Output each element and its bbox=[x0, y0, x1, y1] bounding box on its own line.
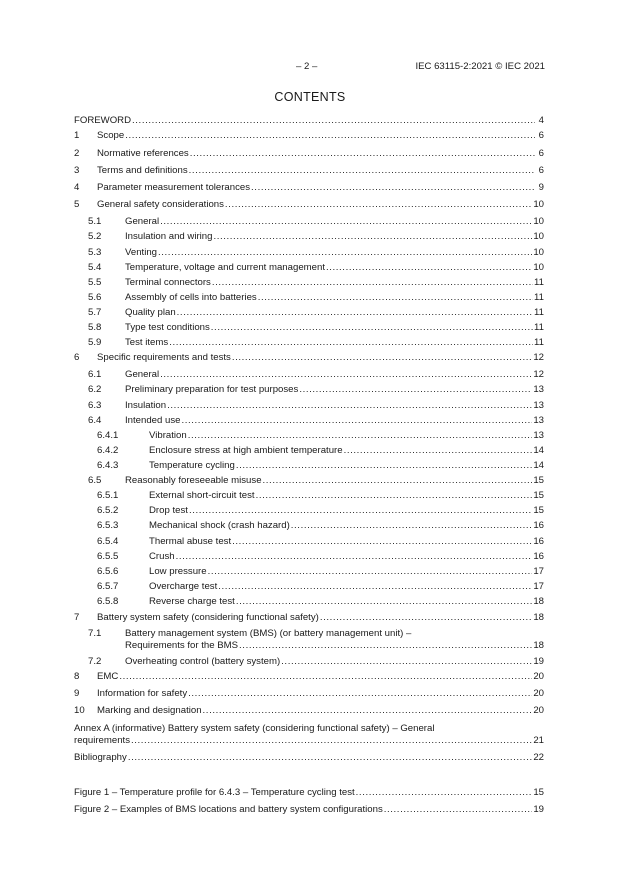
toc-entry-number: 6.5.4 bbox=[97, 536, 119, 547]
toc-entry-title: General bbox=[125, 216, 160, 227]
toc-entry[interactable] bbox=[0, 656, 620, 672]
toc-entry-page: 10 bbox=[533, 247, 544, 258]
toc-entry-title: Assembly of cells into batteries bbox=[125, 292, 257, 303]
toc-entry-title: External short-circuit test bbox=[149, 490, 255, 501]
toc-entry-title: Venting bbox=[125, 247, 158, 258]
dot-leader bbox=[320, 612, 533, 624]
toc-entry-page: 10 bbox=[533, 216, 544, 227]
toc-entry[interactable] bbox=[0, 247, 620, 263]
toc-entry-leader bbox=[149, 566, 544, 578]
toc-entry[interactable] bbox=[0, 628, 620, 656]
toc-entry-title: Intended use bbox=[125, 415, 181, 426]
toc-entry-page: 11 bbox=[534, 322, 544, 333]
toc-entry-title: Insulation and wiring bbox=[125, 231, 213, 242]
dot-leader bbox=[211, 322, 533, 334]
toc-entry-title: Overcharge test bbox=[149, 581, 218, 592]
toc-entry-title: requirements bbox=[74, 735, 130, 746]
toc-entry[interactable] bbox=[0, 115, 620, 131]
toc-entry[interactable] bbox=[0, 787, 620, 803]
toc-entry-number: 1 bbox=[74, 130, 80, 141]
toc-entry-leader bbox=[97, 688, 544, 700]
toc-entry-page: 12 bbox=[533, 369, 544, 380]
toc-entry-title: Overheating control (battery system) bbox=[125, 656, 281, 667]
toc-entry[interactable] bbox=[0, 400, 620, 416]
dot-leader bbox=[212, 277, 533, 289]
toc-entry-leader bbox=[149, 536, 544, 548]
toc-entry[interactable] bbox=[0, 688, 620, 704]
toc-entry-leader bbox=[125, 216, 544, 228]
toc-entry-leader bbox=[125, 247, 544, 259]
toc-entry-number: 2 bbox=[74, 148, 80, 159]
dot-leader bbox=[190, 148, 535, 160]
toc-entry-title: Type test conditions bbox=[125, 322, 210, 333]
toc-entry-leader bbox=[97, 182, 544, 194]
toc-entry-page: 20 bbox=[533, 705, 544, 716]
dot-leader bbox=[281, 656, 532, 668]
toc-entry[interactable] bbox=[0, 130, 620, 146]
dot-leader bbox=[225, 199, 532, 211]
toc-entry[interactable] bbox=[0, 384, 620, 400]
toc-entry-page: 18 bbox=[533, 596, 544, 607]
toc-entry-title: Specific requirements and tests bbox=[97, 352, 231, 363]
dot-leader bbox=[299, 384, 532, 396]
toc-entry-page: 21 bbox=[533, 735, 544, 746]
toc-entry-page: 13 bbox=[533, 400, 544, 411]
toc-entry-page: 17 bbox=[533, 581, 544, 592]
dot-leader bbox=[326, 262, 532, 274]
dot-leader bbox=[177, 307, 533, 319]
toc-entry-leader bbox=[125, 292, 544, 304]
dot-leader bbox=[236, 460, 532, 472]
toc-entry-title: Crush bbox=[149, 551, 175, 562]
toc-entry[interactable] bbox=[0, 322, 620, 338]
toc-entry-leader bbox=[149, 520, 544, 532]
toc-entry-leader bbox=[74, 804, 544, 816]
toc-entry-page: 14 bbox=[533, 460, 544, 471]
toc-entry-title: Parameter measurement tolerances bbox=[97, 182, 251, 193]
toc-entry-number: 6.5.3 bbox=[97, 520, 119, 531]
toc-entry[interactable] bbox=[0, 148, 620, 164]
toc-entry-page: 11 bbox=[534, 337, 544, 348]
dot-leader bbox=[158, 247, 532, 259]
toc-entry-title: Quality plan bbox=[125, 307, 176, 318]
toc-entry-page: 15 bbox=[533, 505, 544, 516]
toc-entry-title: General safety considerations bbox=[97, 199, 224, 210]
toc-entry[interactable] bbox=[0, 536, 620, 552]
toc-entry-page: 20 bbox=[533, 671, 544, 682]
page-title: CONTENTS bbox=[274, 90, 346, 104]
toc-entry-page: 13 bbox=[533, 415, 544, 426]
toc-entry-number: 4 bbox=[74, 182, 80, 193]
toc-entry-title: Normative references bbox=[97, 148, 189, 159]
toc-entry-title: Terminal connectors bbox=[125, 277, 211, 288]
dot-leader bbox=[239, 640, 532, 652]
toc-entry-page: 17 bbox=[533, 566, 544, 577]
toc-entry-page: 22 bbox=[533, 752, 544, 763]
toc-entry-page: 20 bbox=[533, 688, 544, 699]
toc-entry[interactable] bbox=[0, 505, 620, 521]
toc-entry[interactable] bbox=[0, 566, 620, 582]
dot-leader bbox=[232, 352, 532, 364]
toc-entry-title: Bibliography bbox=[74, 752, 127, 763]
toc-entry-number: 10 bbox=[74, 705, 85, 716]
toc-entry-title: Scope bbox=[97, 130, 125, 141]
toc-entry-leader bbox=[125, 337, 544, 349]
toc-entry-number: 5.1 bbox=[88, 216, 102, 227]
toc-entry-title: Figure 1 – Temperature profile for 6.4.3 – Temperature cycling test bbox=[74, 787, 355, 798]
toc-entry-leader bbox=[149, 430, 544, 442]
toc-entry-title: Drop test bbox=[149, 505, 188, 516]
toc-entry-title: Thermal abuse test bbox=[149, 536, 232, 547]
toc-entry-title: Low pressure bbox=[149, 566, 207, 577]
toc-entry-leader bbox=[125, 231, 544, 243]
toc-entry[interactable] bbox=[0, 475, 620, 491]
toc-entry[interactable] bbox=[0, 415, 620, 431]
dot-leader bbox=[218, 581, 532, 593]
dot-leader bbox=[356, 787, 533, 799]
toc-entry-number: 6.5.2 bbox=[97, 505, 119, 516]
toc-entry-page: 6 bbox=[538, 165, 544, 176]
toc-entry[interactable] bbox=[0, 262, 620, 278]
toc-entry[interactable] bbox=[0, 445, 620, 461]
toc-entry-page: 13 bbox=[533, 384, 544, 395]
toc-entry-page: 6 bbox=[538, 130, 544, 141]
toc-entry-title: Mechanical shock (crash hazard) bbox=[149, 520, 290, 531]
dot-leader bbox=[131, 735, 532, 747]
toc-entry-title: Figure 2 – Examples of BMS locations and battery system configurations bbox=[74, 804, 383, 815]
toc-entry-page: 15 bbox=[533, 475, 544, 486]
toc-entry-leader bbox=[97, 130, 544, 142]
toc-entry-number: 6.5.1 bbox=[97, 490, 119, 501]
toc-entry[interactable] bbox=[0, 596, 620, 612]
toc-entry-number: 5.9 bbox=[88, 337, 102, 348]
dot-leader bbox=[160, 369, 532, 381]
toc-entry-leader bbox=[125, 262, 544, 274]
dot-leader bbox=[236, 596, 532, 608]
toc-entry-title-line1: Annex A (informative) Battery system safety (considering functional safety) – General bbox=[74, 723, 435, 734]
toc-entry-leader bbox=[125, 384, 544, 396]
toc-entry-leader bbox=[125, 400, 544, 412]
toc-entry-page: 10 bbox=[533, 231, 544, 242]
dot-leader bbox=[344, 445, 533, 457]
toc-entry-number: 9 bbox=[74, 688, 80, 699]
toc-entry-leader bbox=[97, 671, 544, 683]
toc-entry[interactable] bbox=[0, 705, 620, 721]
toc-entry-leader bbox=[125, 475, 544, 487]
toc-entry-number: 6.5.8 bbox=[97, 596, 119, 607]
toc-entry-number: 6.4.1 bbox=[97, 430, 119, 441]
toc-entry-number: 5.2 bbox=[88, 231, 102, 242]
toc-entry-page: 18 bbox=[533, 612, 544, 623]
toc-entry-title: Reverse charge test bbox=[149, 596, 235, 607]
toc-entry-leader bbox=[125, 277, 544, 289]
dot-leader bbox=[256, 490, 533, 502]
toc-entry[interactable] bbox=[0, 752, 620, 768]
toc-entry-number: 7 bbox=[74, 612, 80, 623]
toc-entry-title: Battery system safety (considering functional safety) bbox=[97, 612, 319, 623]
toc-entry[interactable] bbox=[0, 804, 620, 820]
dot-leader bbox=[232, 536, 532, 548]
dot-leader bbox=[181, 415, 532, 427]
dot-leader bbox=[291, 520, 533, 532]
toc-entry-leader bbox=[125, 640, 544, 652]
toc-entry-number: 6.4.2 bbox=[97, 445, 119, 456]
page-header bbox=[0, 61, 620, 75]
toc-entry-page: 15 bbox=[533, 787, 544, 798]
toc-entry[interactable] bbox=[0, 307, 620, 323]
toc-entry[interactable] bbox=[0, 723, 620, 751]
dot-leader bbox=[208, 566, 533, 578]
toc-entry-leader bbox=[149, 596, 544, 608]
toc-entry-page: 10 bbox=[533, 262, 544, 273]
toc-entry-number: 5.7 bbox=[88, 307, 102, 318]
toc-entry[interactable] bbox=[0, 671, 620, 687]
toc-entry-leader bbox=[149, 505, 544, 517]
toc-entry[interactable] bbox=[0, 216, 620, 232]
toc-entry-leader bbox=[125, 307, 544, 319]
toc-entry[interactable] bbox=[0, 551, 620, 567]
toc-entry-page: 12 bbox=[533, 352, 544, 363]
toc-entry[interactable] bbox=[0, 430, 620, 446]
dot-leader bbox=[189, 165, 535, 177]
dot-leader bbox=[203, 705, 533, 717]
toc-entry-number: 3 bbox=[74, 165, 80, 176]
dot-leader bbox=[167, 400, 532, 412]
toc-entry-page: 19 bbox=[533, 656, 544, 667]
toc-entry[interactable] bbox=[0, 352, 620, 368]
toc-entry[interactable] bbox=[0, 231, 620, 247]
toc-entry-leader bbox=[97, 165, 544, 177]
toc-entry-title: Insulation bbox=[125, 400, 167, 411]
toc-entry-leader bbox=[74, 752, 544, 764]
toc-entry-title: Temperature, voltage and current management bbox=[125, 262, 325, 273]
toc-entry-leader bbox=[149, 490, 544, 502]
toc-entry-title: Information for safety bbox=[97, 688, 188, 699]
toc-entry-number: 5 bbox=[74, 199, 80, 210]
toc-entry-leader bbox=[97, 612, 544, 624]
toc-entry-title: Requirements for the BMS bbox=[125, 640, 239, 651]
toc-entry-page: 13 bbox=[533, 430, 544, 441]
toc-entry-leader bbox=[97, 705, 544, 717]
toc-entry-leader bbox=[74, 787, 544, 799]
toc-entry-number: 6.2 bbox=[88, 384, 102, 395]
dot-leader bbox=[188, 688, 532, 700]
toc-entry[interactable] bbox=[0, 460, 620, 476]
toc-entry[interactable] bbox=[0, 337, 620, 353]
toc-entry-title: Enclosure stress at high ambient temperature bbox=[149, 445, 343, 456]
toc-entry-number: 5.5 bbox=[88, 277, 102, 288]
toc-entry-title: Reasonably foreseeable misuse bbox=[125, 475, 262, 486]
toc-entry-number: 6.5.7 bbox=[97, 581, 119, 592]
toc-entry-title: Vibration bbox=[149, 430, 187, 441]
dot-leader bbox=[258, 292, 533, 304]
toc-entry-number: 6.4.3 bbox=[97, 460, 119, 471]
toc-entry[interactable] bbox=[0, 165, 620, 181]
dot-leader bbox=[188, 430, 533, 442]
toc-entry-title: Preliminary preparation for test purposes bbox=[125, 384, 299, 395]
standard-reference: IEC 63115-2:2021 © IEC 2021 bbox=[415, 61, 545, 72]
toc-entry-number: 6.4 bbox=[88, 415, 102, 426]
dot-leader bbox=[160, 216, 532, 228]
dot-leader bbox=[384, 804, 533, 816]
toc-entry-leader bbox=[149, 445, 544, 457]
toc-entry[interactable] bbox=[0, 490, 620, 506]
dot-leader bbox=[263, 475, 533, 487]
dot-leader bbox=[251, 182, 535, 194]
toc-entry[interactable] bbox=[0, 199, 620, 215]
toc-entry-leader bbox=[97, 199, 544, 211]
toc-entry-title: General bbox=[125, 369, 160, 380]
dot-leader bbox=[119, 671, 532, 683]
toc-entry-leader bbox=[125, 656, 544, 668]
toc-entry[interactable] bbox=[0, 292, 620, 308]
toc-entry-page: 19 bbox=[533, 804, 544, 815]
toc-entry-leader bbox=[74, 735, 544, 747]
dot-leader bbox=[189, 505, 532, 517]
toc-entry-leader bbox=[97, 148, 544, 160]
toc-entry-number: 6.3 bbox=[88, 400, 102, 411]
dot-leader bbox=[132, 115, 535, 127]
toc-entry-page: 14 bbox=[533, 445, 544, 456]
toc-entry-page: 10 bbox=[533, 199, 544, 210]
toc-entry-page: 9 bbox=[538, 182, 544, 193]
toc-entry-number: 6.5 bbox=[88, 475, 102, 486]
toc-entry-number: 7.2 bbox=[88, 656, 102, 667]
toc-entry-page: 11 bbox=[534, 307, 544, 318]
toc-entry-title: EMC bbox=[97, 671, 119, 682]
toc-entry-number: 7.1 bbox=[88, 628, 102, 639]
dot-leader bbox=[169, 337, 533, 349]
toc-entry-title: Terms and definitions bbox=[97, 165, 188, 176]
toc-entry-page: 16 bbox=[533, 536, 544, 547]
toc-entry-page: 16 bbox=[533, 520, 544, 531]
toc-entry-title-line1: Battery management system (BMS) (or battery management unit) – bbox=[125, 628, 412, 639]
toc-entry-leader bbox=[149, 581, 544, 593]
toc-entry[interactable] bbox=[0, 581, 620, 597]
toc-entry-page: 11 bbox=[534, 292, 544, 303]
dot-leader bbox=[125, 130, 535, 142]
toc-entry-number: 5.8 bbox=[88, 322, 102, 333]
toc-entry-number: 6 bbox=[74, 352, 80, 363]
toc-entry-number: 6.1 bbox=[88, 369, 102, 380]
toc-entry-page: 6 bbox=[538, 148, 544, 159]
toc-entry-leader bbox=[149, 460, 544, 472]
toc-entry-leader bbox=[125, 369, 544, 381]
toc-entry-number: 5.4 bbox=[88, 262, 102, 273]
toc-entry-leader bbox=[74, 115, 544, 127]
toc-entry[interactable] bbox=[0, 277, 620, 293]
toc-entry-leader bbox=[149, 551, 544, 563]
toc-entry[interactable] bbox=[0, 369, 620, 385]
toc-entry-title: Test items bbox=[125, 337, 169, 348]
toc-entry-number: 8 bbox=[74, 671, 80, 682]
toc-entry-number: 5.6 bbox=[88, 292, 102, 303]
dot-leader bbox=[176, 551, 533, 563]
toc-entry-title: FOREWORD bbox=[74, 115, 132, 126]
toc-entry-number: 6.5.5 bbox=[97, 551, 119, 562]
toc-entry-leader bbox=[125, 322, 544, 334]
toc-entry-title: Marking and designation bbox=[97, 705, 202, 716]
toc-entry-page: 16 bbox=[533, 551, 544, 562]
toc-entry[interactable] bbox=[0, 520, 620, 536]
toc-entry-leader bbox=[125, 415, 544, 427]
toc-entry-number: 6.5.6 bbox=[97, 566, 119, 577]
toc-entry[interactable] bbox=[0, 182, 620, 198]
dot-leader bbox=[128, 752, 533, 764]
dot-leader bbox=[213, 231, 532, 243]
page-number: – 2 – bbox=[296, 61, 318, 72]
toc-entry[interactable] bbox=[0, 612, 620, 628]
toc-entry-number: 5.3 bbox=[88, 247, 102, 258]
toc-entry-leader bbox=[97, 352, 544, 364]
toc-entry-page: 15 bbox=[533, 490, 544, 501]
toc-entry-page: 18 bbox=[533, 640, 544, 651]
toc-entry-page: 4 bbox=[538, 115, 544, 126]
toc-entry-title: Temperature cycling bbox=[149, 460, 235, 471]
toc-entry-page: 11 bbox=[534, 277, 544, 288]
